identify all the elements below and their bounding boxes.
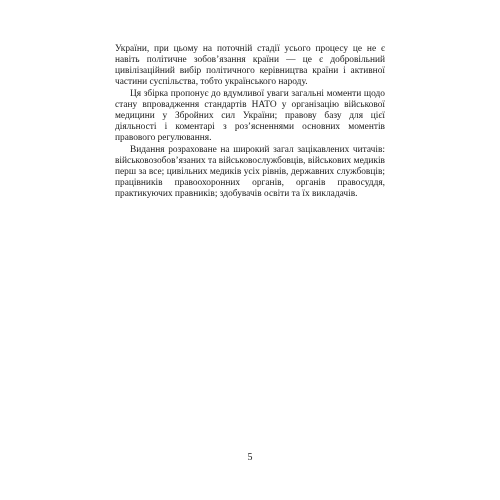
paragraph-target-audience: Видання розраховане на широкий загал зацікавлених читачів: військовозобов’язаних та військовослужбовців, військових медиків перш за все; цивільних медиків усіх рівнів, державних службовців; працівників правоохоронних органів, органів правосуддя, практикуючих правників; здобувачів освіти та їх викладачів.: [115, 145, 385, 199]
body-text: [115, 44, 385, 200]
page-number: 5: [247, 452, 253, 463]
paragraph-collection-purpose: Ця збірка пропонує до вдумливої уваги загальні моменти щодо стану впровадження стандартів НАТО у організацію військової медицини у Збройних сил України; правову базу для цієї діяльності і коментарі з роз’ясненнями основних моментів правового регулювання.: [115, 89, 385, 143]
paragraph-continuation: України, при цьому на поточній стадії усього процесу це не є навіть політичне зобов’язання країни — це є добровільний цивілізаційний вибір політичного керівництва країни і активної частини суспільства, тобто українського народу.: [115, 44, 385, 87]
